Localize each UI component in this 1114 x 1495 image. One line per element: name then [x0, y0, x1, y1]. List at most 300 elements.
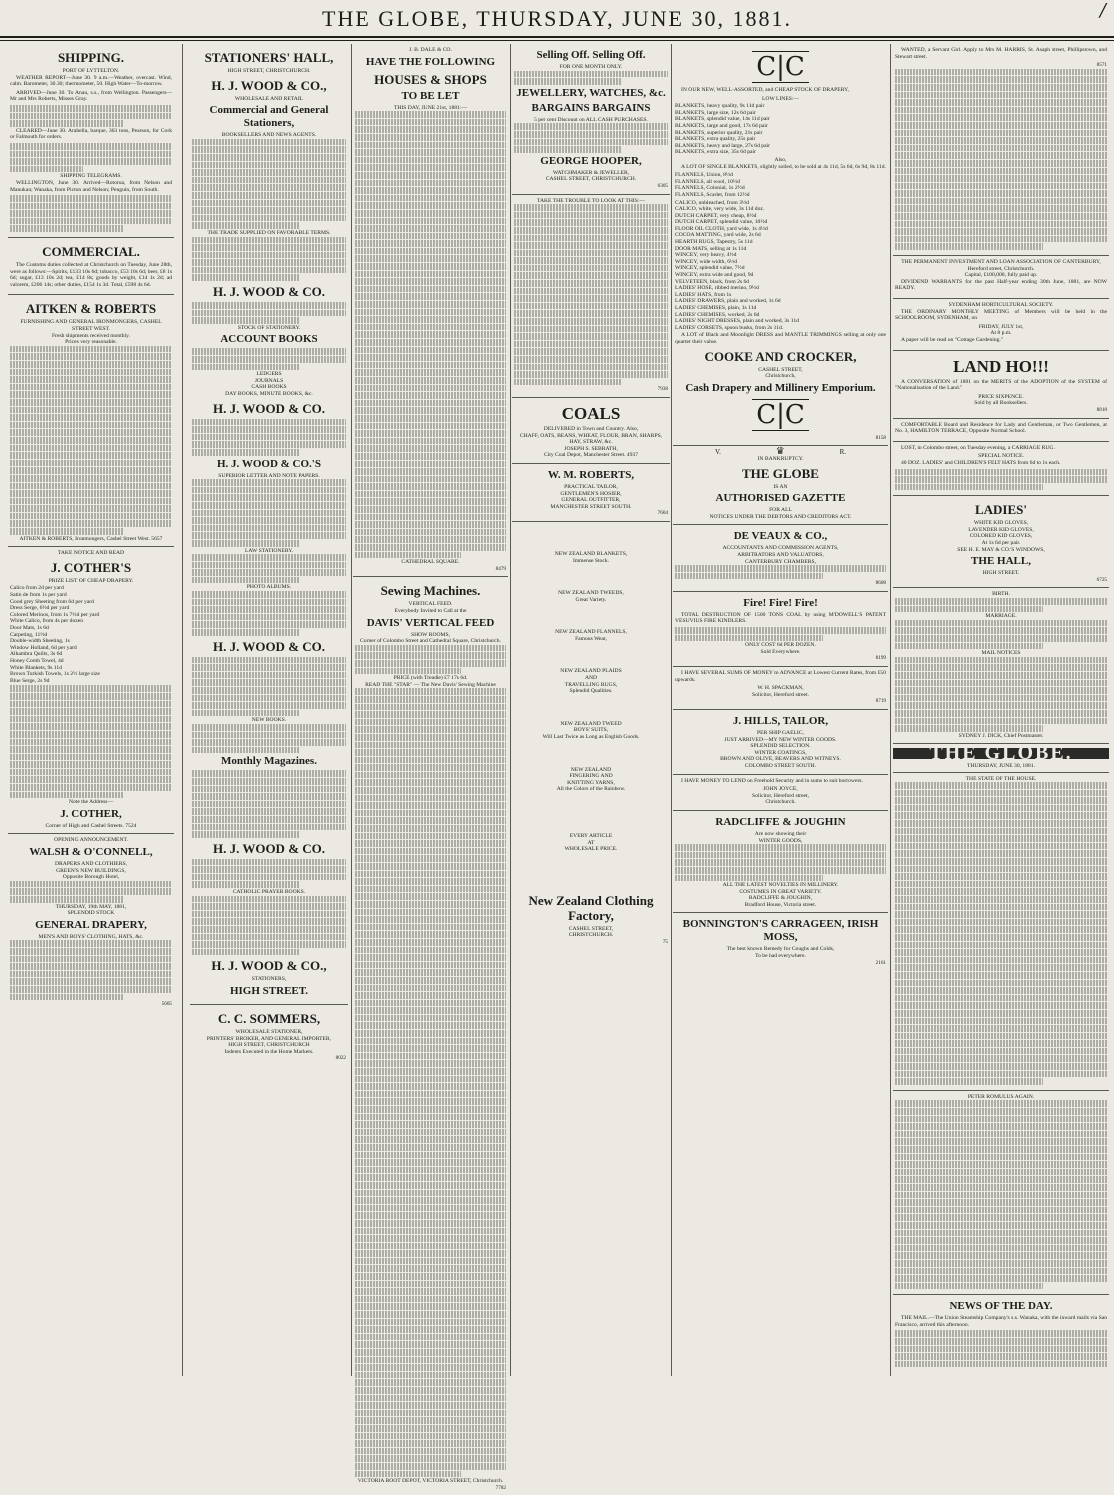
- hooper-heading: GEORGE HOOPER,: [540, 154, 642, 167]
- spackman-ad: [673, 667, 888, 710]
- list-item: Alhambra Quilts, 3s 6d: [10, 651, 63, 658]
- ladies-sub2: LAVENDER KID GLOVES,: [968, 526, 1034, 533]
- wanted-ads: [893, 44, 1109, 256]
- jewellery-heading: JEWELLERY, WATCHES, &c.: [516, 86, 666, 99]
- list-item: BLANKETS, splendid value, 14s 11d pair: [675, 116, 770, 123]
- permanent-capital: Capital, £100,000, fully paid up.: [964, 272, 1038, 279]
- sommers-line: Indents Executed in the Home Markets.: [224, 1048, 314, 1055]
- hills-sub2: JUST ARRIVED—MY NEW WINTER GOODS.: [724, 736, 837, 743]
- ladies-sub: WHITE KID GLOVES,: [973, 520, 1029, 527]
- cother-address2: Corner of High and Cashel Streets. 7524: [45, 822, 137, 829]
- nz-tweeds-sub: Great Variety.: [575, 596, 607, 603]
- nz-tweed: NEW ZEALAND TWEED: [560, 720, 622, 727]
- list-item: Colored Merinos, from 1s 7½d per yard: [10, 611, 100, 618]
- globe-gazette-ad: [673, 446, 888, 525]
- column-rule: [890, 44, 891, 1376]
- wood-heading: H. J. WOOD & CO.,: [211, 77, 327, 93]
- ledgers-label: LEDGERS: [256, 371, 282, 378]
- sydenham-ad: [893, 299, 1109, 351]
- friday-time: At 8 p.m.: [990, 330, 1012, 337]
- list-item: Brown Turkish Towels, 1s 2½ large size: [10, 671, 100, 678]
- walsh-stock: SPLENDID STOCK: [67, 910, 115, 917]
- sewing-sub: VERTICAL FEED.: [408, 601, 453, 608]
- dividend-text: DIVIDEND WARRANTS for the past Half-year ending 30th June, 1881, are NOW READY.: [895, 278, 1107, 292]
- hall-heading: THE HALL,: [971, 555, 1031, 568]
- hills-sub6: COLOMBO STREET SOUTH.: [744, 762, 817, 769]
- daybooks-label: DAY BOOKS, MINUTE BOOKS, &c.: [225, 391, 313, 397]
- wood-high-street: HIGH STREET.: [229, 985, 309, 997]
- lot-black: A LOT of Black and Moonlight DRESS and MANTLE TRIMMINGS selling at only one quarter their value.: [675, 332, 886, 345]
- wood-heading4: H. J. WOOD & CO.'S: [216, 457, 321, 470]
- bonnington-heading: BONNINGTON'S CARRAGEEN, IRISH MOSS,: [682, 918, 879, 944]
- list-item: WINCEY, extra wide and good, 9d: [675, 272, 754, 279]
- wanted-number: 8571: [1096, 62, 1107, 69]
- nz-plaids: NEW ZEALAND PLAIDS: [560, 668, 622, 675]
- roberts-sub: PRACTICAL TAILOR,: [564, 483, 618, 490]
- stationers-heading: STATIONERS' HALL,: [204, 50, 334, 65]
- deveaux-number: 8608: [875, 580, 886, 587]
- list-item: BLANKETS, heavy quality, 9s 11d pair: [675, 103, 765, 110]
- letter-heading: SUPERIOR LETTER AND NOTE PAPERS.: [218, 472, 320, 479]
- mail-heading: MAIL NOTICES: [981, 650, 1021, 657]
- house-heading: THE STATE OF THE HOUSE.: [965, 775, 1037, 782]
- walsh-number: 5605: [161, 1001, 172, 1008]
- wood-sub: WHOLESALE AND RETAIL: [234, 95, 304, 102]
- wood-heading5: H. J. WOOD & CO.: [212, 638, 326, 654]
- globe-notices: NOTICES UNDER THE DEBTORS AND CREDITORS ACT.: [709, 513, 852, 520]
- lost-text: LOST, in Colombo street, on Tuesday evening, a CARRIAGE RUG.: [901, 444, 1055, 451]
- news-text: THE MAIL.—The Union Steamship Company's s.s. Wanaka, with the inward mails via San Francisco, arrived this afternoon.: [895, 1315, 1107, 1328]
- hills-sub: PER SHIP GAELIC,: [757, 730, 804, 736]
- cc-logo-glyph: C|C: [752, 51, 809, 83]
- seal-r: R.: [839, 448, 846, 457]
- bonnington-sub: The best known Remedy for Coughs and Colds,: [726, 946, 835, 953]
- cc-logo-2: [675, 399, 886, 431]
- list-item: LADIES' CORSETS, spoon busks, from 2s 11d.: [675, 324, 784, 331]
- stock-heading: STOCK OF STATIONERY.: [237, 324, 301, 331]
- wanted-servant: WANTED, a Servant Girl. Apply to Mrs M. HARRIS, St. Asaph street, Phillipstown, and Stewart street.: [895, 47, 1107, 60]
- sommers-sub: WHOLESALE STATIONER,: [235, 1029, 303, 1035]
- walsh-stock2: GENERAL DRAPERY,: [35, 918, 147, 931]
- nz-plaids-and: AND: [584, 675, 598, 682]
- money-signature: JOHN JOYCE,: [763, 786, 798, 793]
- news-article: [893, 1295, 1109, 1372]
- list-item: White Blankets, 9s 11d: [10, 664, 62, 671]
- list-item: White Calico, from 4s per dozen: [10, 618, 84, 625]
- bonnington-ad: [673, 913, 888, 970]
- cother-heading: J. COTHER'S: [50, 559, 132, 575]
- roberts-sub3: GENERAL OUTFITTER,: [561, 497, 621, 504]
- board-ad: [893, 419, 1109, 442]
- hooper-address: Corner of Colombo Street and Cathedral Square, Christchurch.: [360, 638, 501, 645]
- fire-text: TOTAL DESTRUCTION OF 1500 TONS COAL by using M'DOWELL'S PATENT VESUVIUS FIRE KINDLERS.: [675, 611, 886, 625]
- arrived-report: ARRIVED—June 30. To Anau, s.s., from Wellington. Passengers—Mr and Mrs Roberts, Misses Gray.: [10, 89, 172, 103]
- money-signature3: Christchurch.: [765, 799, 796, 806]
- wood-stationers: STATIONERS,: [251, 976, 287, 983]
- list-item: WINCEY, splendid value, 7½d: [675, 265, 745, 272]
- notices-section: [893, 588, 1109, 744]
- deveaux-heading: DE VEAUX & CO.,: [733, 530, 828, 543]
- radcliffe-sub6: Bradford House, Victoria street.: [744, 901, 817, 908]
- list-item: Satin de from 1s per yard: [10, 592, 67, 599]
- nz-fingering: NEW ZEALAND: [570, 766, 612, 773]
- coals-ad: [512, 398, 670, 464]
- journals-label: JOURNALS: [254, 377, 284, 384]
- cooke-sub: CASHEL STREET,: [758, 366, 803, 373]
- list-item: CALICO, white, very wide, 3s 11d doz.: [675, 206, 765, 213]
- port-label: PORT OF LYTTELTON.: [62, 68, 120, 74]
- list-item: LADIES' CHEMISES, plain, 1s 11d: [675, 305, 757, 311]
- list-item: DOOR MATS, selling at 1s 11d: [675, 245, 747, 252]
- hills-sub3: SPLENDID SELECTION.: [750, 743, 811, 750]
- column-rule: [510, 44, 511, 1376]
- read-line: READ THE "STAR" — The New Davis' Sewing Machine: [365, 681, 496, 688]
- weather-report: WEATHER REPORT—June 30. 9 a.m.—Weather, overcast. Wind, calm. Barometer, 30.30; thermometer, 50. High Water—To-morrow.: [10, 74, 172, 88]
- list-item: Carpeting, 11½d: [10, 631, 48, 638]
- special-heading: SPECIAL NOTICE.: [978, 453, 1024, 460]
- nz-flannels: NEW ZEALAND FLANNELS,: [555, 629, 627, 636]
- lezard-heading: TAKE THE TROUBLE TO LOOK AT THIS:—: [536, 197, 645, 204]
- nz-boys-suits: BOYS' SUITS,: [573, 727, 609, 734]
- bonnington-sub2: To be had everywhere.: [755, 953, 806, 960]
- ladies-sub3: COLORED KID GLOVES,: [969, 533, 1033, 540]
- every-article-at: AT: [587, 839, 595, 846]
- list-item: WINCEY, wide width, 6½d: [675, 258, 738, 265]
- list-item: BLANKETS, large size, 12s 6d pair: [675, 109, 756, 116]
- list-item: FLANNELS, Union, 8½d: [675, 172, 733, 179]
- cother-sub: PRIZE LIST OF CHEAP DRAPERY.: [48, 577, 134, 584]
- friday-date: FRIDAY, JULY 1st,: [978, 323, 1024, 330]
- list-item: Dress Serge, 6½d per yard: [10, 605, 70, 612]
- column-6: [893, 44, 1109, 1376]
- permanent-heading: THE PERMANENT INVESTMENT AND LOAN ASSOCIATION OF CANTERBURY,: [901, 259, 1101, 266]
- telegrams-heading: SHIPPING TELEGRAMS.: [60, 173, 122, 180]
- hall-sub: HIGH STREET.: [982, 570, 1020, 577]
- list-item: Calico from 2d per yard: [10, 585, 64, 592]
- sewing-heading: Sewing Machines.: [380, 583, 481, 599]
- globe-authorised: AUTHORISED GAZETTE: [715, 492, 846, 505]
- victoria-number: 7782: [495, 1484, 506, 1491]
- nz-clothing-ad: [512, 522, 670, 950]
- walsh-opening: OPENING ANNOUNCEMENT.: [54, 837, 128, 844]
- nz-tweed-note: Will Last Twice as Long as English Goods.: [542, 734, 640, 741]
- aitken-line2: Prices very reasonable.: [65, 339, 117, 346]
- paper-line: A paper will be read on "Cottage Gardening.": [901, 336, 1004, 343]
- clothing-sub: CASHEL STREET,: [568, 925, 614, 932]
- column-rule: [671, 44, 672, 1376]
- hooper-sub2: CASHEL STREET, CHRISTCHURCH.: [545, 176, 637, 183]
- clothing-heading: New Zealand Clothing Factory,: [528, 892, 654, 923]
- radcliffe-sub5: RADCLIFFE & JOUGHIN,: [748, 895, 813, 902]
- crown-icon: ♛: [775, 446, 785, 458]
- deveaux-sub2: ARBITRATORS AND VALUATORS,: [737, 551, 824, 558]
- selling-sub: FOR ONE MONTH ONLY.: [559, 64, 623, 70]
- bonnington-number: 2161: [875, 959, 886, 966]
- nz-blankets: NEW ZEALAND BLANKETS,: [554, 550, 628, 557]
- board-text: COMFORTABLE Board and Residence for Lady and Gentleman, or Two Gentlemen, at No. 3, HAMILTON TERRACE, Opposite Normal School.: [895, 421, 1107, 435]
- coals-heading: COALS: [561, 403, 621, 423]
- list-item: BLANKETS, large and good, 17s 6d pair: [675, 122, 768, 129]
- cother-note: Note the Address—: [68, 799, 114, 806]
- nz-tweeds: NEW ZEALAND TWEEDS,: [558, 590, 624, 597]
- marriage-heading: MARRIAGE.: [985, 613, 1017, 620]
- walsh-ad: [8, 834, 174, 1011]
- account-heading: ACCOUNT BOOKS: [220, 333, 318, 346]
- commercial-heading: COMMERCIAL.: [42, 244, 140, 260]
- radcliffe-sub4: COSTUMES IN GREAT VARIETY.: [739, 888, 822, 895]
- shipping-section: [8, 44, 174, 238]
- walsh-sub3: Opposite Borough Hotel,: [62, 874, 120, 881]
- fire-price: ONLY COST 6d PER DOZEN.: [745, 642, 816, 649]
- money-text: I HAVE MONEY TO LEND on Freehold Security and in sums to suit borrowers.: [681, 777, 863, 784]
- catholic-heading: CATHOLIC PRAYER BOOKS.: [232, 889, 306, 896]
- column-rule: [182, 44, 183, 1376]
- aitken-line: Fresh shipments received monthly.: [52, 332, 130, 339]
- aitken-sub: FURNISHING AND GENERAL IRONMONGERS, CASHEL STREET WEST.: [20, 319, 162, 333]
- cother-prize-list: [10, 585, 172, 684]
- deveaux-ad: [673, 525, 888, 592]
- radcliffe-sub2: WINTER GOODS,: [758, 837, 803, 844]
- radcliffe-sub: Are now showing their: [754, 830, 807, 837]
- victoria-depot: VICTORIA BOOT DEPOT, VICTORIA STREET, Christchurch.: [357, 1478, 504, 1485]
- cc-logo-glyph: C|C: [752, 399, 809, 431]
- nz-travelling-rugs: TRAVELLING RUGS,: [564, 681, 618, 688]
- fire-sold: Sold Everywhere.: [760, 648, 801, 655]
- deveaux-sub3: CANTERBURY CHAMBERS,: [745, 558, 816, 565]
- roberts-ad: [512, 464, 670, 522]
- coals-sub4: City Coal Depot, Manchester Street. 4937: [544, 452, 638, 459]
- money-signature2: Solicitor, Hereford street,: [752, 792, 809, 799]
- list-item: Window Holland, 6d per yard: [10, 644, 77, 651]
- ladies-heading: LADIES': [974, 502, 1028, 518]
- shipping-heading: SHIPPING.: [57, 50, 125, 65]
- list-item: LADIES' DRAWERS, plain and worked, 1s 6d: [675, 298, 781, 305]
- hills-heading: J. HILLS, TAILOR,: [732, 715, 829, 727]
- wood-heading3: H. J. WOOD & CO.: [212, 400, 326, 416]
- peter-heading: PETER ROMULUS AGAIN.: [967, 1093, 1035, 1100]
- sommers-number: 8022: [335, 1055, 346, 1062]
- masthead: [0, 0, 1114, 38]
- fire-ad: [673, 592, 888, 667]
- commercial-text: The Customs duties collected at Christchurch on Tuesday, June 28th, were as follows:—Spirits, £133 10s 6d; tobacco, £53 10s 6d; beer, £8 1s 6d; sugar, £13 10s 2d; tea, £14 8s; goods by weight, £14 1s 2d; ad valorem, £206 14s; other duties, £154 1s 3d. Total, £598 4s 6d.: [10, 262, 172, 288]
- list-item: HEARTH RUGS, Tapestry, 5s 11d: [675, 239, 753, 246]
- roberts-sub4: MANCHESTER STREET SOUTH.: [550, 503, 632, 510]
- nz-fingering-colors: All the Colors of the Rainbow.: [556, 786, 626, 793]
- fire-number: 8199: [875, 655, 886, 662]
- wood-heading2: H. J. WOOD & CO.: [212, 284, 326, 300]
- masthead-title: THE GLOBE, THURSDAY, JUNE 30, 1881.: [322, 6, 792, 31]
- sommers-ad: [190, 1005, 348, 1066]
- ordinary-meeting: THE ORDINARY MONTHLY MEETING of Members will be held in the SCHOOLROOM, SYDENHAM, on: [895, 308, 1107, 322]
- list-item: Good grey Sheeting from 6d per yard: [10, 598, 94, 605]
- globe-for: FOR ALL: [769, 507, 792, 514]
- dale-ad: [353, 44, 508, 577]
- globe-is: IS AN: [773, 483, 788, 490]
- cathedral-label: CATHEDRAL SQUARE.: [401, 559, 460, 566]
- cleared-report: CLEARED—June 30. Arabella, barque, 363 tons, Pearson, for Cork or Falmouth for orders.: [10, 127, 172, 141]
- lost-ad: [893, 442, 1109, 497]
- lezard-ad: [512, 195, 670, 398]
- hall-number: 6725: [1096, 576, 1107, 583]
- sewing-sub2: Everybody Invited to Call at the: [394, 608, 467, 614]
- flannels-list: [675, 172, 886, 198]
- selling-heading: Selling Off. Selling Off.: [536, 49, 646, 61]
- aitken-ad: [8, 295, 174, 547]
- davis-heading: DAVIS' VERTICAL FEED: [366, 616, 495, 629]
- every-article: EVERY ARTICLE: [569, 833, 613, 839]
- newbooks-heading: NEW BOOKS.: [251, 717, 287, 724]
- coals-sub2: CHAFF, OATS, BEANS, WHEAT, FLOUR, BRAN, SHARPS, HAY, STRAW, &c.: [519, 432, 663, 446]
- cother-ad: [8, 547, 174, 834]
- list-item: WINCEY, very heavy, 4½d: [675, 252, 737, 259]
- dale-h4: TO BE LET: [401, 89, 460, 102]
- wood-sub3: BOOKSELLERS AND NEWS AGENTS.: [221, 132, 317, 139]
- loan-signature: W. H. SPACKMAN,: [757, 685, 804, 692]
- list-item: FLOOR OIL CLOTH, yard wide, 1s 4½d: [675, 225, 768, 232]
- cother-notice: TAKE NOTICE AND READ: [57, 550, 125, 557]
- sydenham-heading: SYDENHAM HORTICULTURAL SOCIETY.: [948, 302, 1054, 308]
- seal-v: V.: [715, 448, 721, 457]
- clothing-sub2: CHRISTCHURCH.: [568, 932, 614, 939]
- nz-flannels-sub: Famous Wear,: [575, 635, 607, 642]
- hills-sub4: WINTER COATINGS,: [754, 749, 807, 756]
- wood-sub2: Commercial and General Stationers,: [209, 104, 329, 130]
- globe-logo: THE GLOBE.: [893, 748, 1109, 759]
- others-list: [675, 200, 886, 332]
- peter-article: [893, 1091, 1109, 1295]
- dale-h2: HAVE THE FOLLOWING: [365, 55, 496, 68]
- list-item: COCOA MATTING, yard wide, 2s 6d: [675, 232, 761, 239]
- walsh-date: THURSDAY, 19th MAY, 1881,: [55, 903, 127, 910]
- hooper-sub: WATCHMAKER & JEWELLER,: [552, 169, 630, 176]
- list-item: LADIES' HATS, from 1s: [675, 291, 732, 298]
- commercial-section: [8, 238, 174, 295]
- forty-dozen: 40 DOZ. LADIES' and CHILDREN'S FELT HATS from 6d to 1s each.: [901, 459, 1061, 466]
- house-article: [893, 773, 1109, 1091]
- list-item: CALICO, unbleached, from 3½d: [675, 199, 749, 206]
- cooke-sub3: Cash Drapery and Millinery Emporium.: [685, 381, 876, 394]
- wholesale-price: WHOLESALE PRICE.: [564, 846, 618, 853]
- aitken-signature: AITKEN & ROBERTS, Ironmongers, Cashel Street West. 5657: [19, 535, 163, 542]
- radcliffe-ad: [673, 811, 888, 914]
- list-item: BLANKETS, extra quality, 25s pair: [675, 136, 756, 143]
- monthly-heading: Monthly Magazines.: [221, 755, 317, 768]
- list-item: BLANKETS, heavy and large, 27s 6d pair: [675, 142, 770, 149]
- list-item: Door Mats, 1s 6d: [10, 625, 49, 631]
- list-item: Honey Comb Towel, 4d: [10, 657, 64, 664]
- list-item: VELVETEEN, black, from 2s 6d: [675, 278, 750, 285]
- permanent-sub: Hereford street, Christchurch.: [967, 265, 1035, 272]
- hills-ad: [673, 710, 888, 775]
- land-heading: LAND HO!!!: [953, 356, 1049, 376]
- list-item: BLANKETS, extra size, 35s 6d pair: [675, 149, 756, 156]
- land-sold: Sold by all Booksellers.: [974, 400, 1028, 407]
- column-4: [512, 44, 670, 1376]
- column-rule: [351, 44, 352, 1376]
- ladies-sub5: SEE H. E. MAY & CO.'S WINDOWS,: [957, 546, 1045, 553]
- land-number: 8818: [1096, 406, 1107, 413]
- cooke-ad: [673, 44, 888, 446]
- sommers-sub2: PRINTERS' BROKER, AND GENERAL IMPORTER,: [206, 1035, 332, 1042]
- permanent-ad: [893, 256, 1109, 299]
- hooper-number: 6305: [657, 182, 668, 189]
- stationers-sub: HIGH STREET, CHRISTCHURCH.: [227, 68, 311, 74]
- list-item: FLANNELS, all wool, 10½d: [675, 178, 740, 185]
- list-item: Double-width Sheeting, 1s: [10, 638, 70, 645]
- dale-h3: HOUSES & SHOPS: [374, 71, 487, 87]
- roberts-heading: W. M. ROBERTS,: [547, 468, 635, 481]
- also-label: Also,: [774, 156, 787, 163]
- nz-plaids-quality: Splendid Qualities.: [569, 688, 613, 695]
- loan-text: I HAVE SEVERAL SUMS OF MONEY to ADVANCE at Lowest Current Rates, from £50 upwards.: [675, 670, 886, 683]
- davis-sub: SHOW ROOMS,: [410, 631, 451, 638]
- column-5: [673, 44, 888, 1376]
- cashbooks-label: CASH BOOKS: [251, 384, 287, 391]
- roberts-sub2: GENTLEMEN'S HOSIER,: [560, 490, 622, 497]
- clothing-number: 75: [662, 938, 668, 945]
- deveaux-sub: ACCOUNTANTS AND COMMISSION AGENTS,: [722, 545, 839, 552]
- hooper-ad: [512, 44, 670, 195]
- sommers-heading: C. C. SOMMERS,: [217, 1011, 321, 1026]
- fire-heading: Fire! Fire! Fire!: [743, 596, 818, 609]
- list-item: BLANKETS, superior quality, 21s pair: [675, 129, 763, 136]
- list-item: FLANNELS, Colonial, 1s 2½d: [675, 185, 745, 192]
- cc-logo: [675, 51, 886, 83]
- column-1: [8, 44, 174, 1376]
- loan-number: 8719: [875, 698, 886, 705]
- globe-heading: THE GLOBE: [742, 465, 819, 481]
- postmaster-signature: SYDNEY J. DICK, Chief Postmaster.: [958, 732, 1044, 739]
- cooke-heading: COOKE AND CROCKER,: [704, 348, 857, 364]
- sommers-sub3: HIGH STREET, CHRISTCHURCH: [228, 1042, 310, 1049]
- land-sub: A CONVERSATION of 1881 on the MERITS of the ADOPTION of the SYSTEM of "Nationalisation of the Land.": [895, 378, 1107, 392]
- cooke-number: 8158: [875, 434, 886, 441]
- stationers-ad: [190, 44, 348, 1005]
- walsh-stock3: MEN'S AND BOYS' CLOTHING, HATS, &c.: [38, 933, 144, 940]
- list-item: LADIES' CHEMISES, worked, 2s 6d: [675, 311, 760, 318]
- column-3: [353, 44, 508, 1491]
- bankruptcy-label: IN BANKRUPTCY.: [757, 455, 804, 462]
- list-item: Blue Serge, 2s 9d: [10, 677, 50, 684]
- walsh-heading: WALSH & O'CONNELL,: [29, 846, 153, 859]
- lot-blankets: A LOT OF SINGLE BLANKETS, slightly soiled, to be sold at 4s 11d, 5s 6d, 6s 9d, 8s 11d.: [681, 163, 886, 170]
- may-ad: [893, 496, 1109, 588]
- bankruptcy-seal: [675, 446, 886, 458]
- sewing-ad: [353, 577, 508, 1495]
- nz-knitting-yarns: KNITTING YARNS,: [567, 779, 615, 786]
- list-item: FLANNELS, Scarlet, from 12½d: [675, 191, 750, 198]
- birth-heading: BIRTH.: [992, 591, 1010, 598]
- cathedral-number: 8479: [495, 565, 506, 572]
- list-item: LADIES' NIGHT DRESSES, plain and worked, 3s 11d: [675, 318, 799, 325]
- coals-sub3: JOSEPH S. SEBRATH,: [564, 445, 618, 452]
- dale-heading: J. B. DALE & CO.: [409, 47, 452, 53]
- wood-heading6: H. J. WOOD & CO.: [212, 840, 326, 856]
- coals-sub: DELIVERED in Town and Country. Also,: [543, 425, 639, 432]
- wood-heading7: H. J. WOOD & CO.,: [211, 958, 327, 974]
- dale-date: THIS DAY, JUNE 21st, 1881:—: [393, 104, 468, 111]
- corner-mark: /: [1099, 0, 1106, 21]
- roberts-number: 7604: [657, 510, 668, 517]
- radcliffe-sub3: ALL THE LATEST NOVELTIES IN MILLINERY.: [722, 882, 839, 889]
- globe-date: THURSDAY, JUNE 30, 1881.: [893, 763, 1109, 773]
- joyce-ad: [673, 775, 888, 811]
- law-heading: LAW STATIONERY.: [245, 547, 293, 554]
- masthead-rule: [0, 40, 1114, 41]
- walsh-sub2: GREEN'S NEW BUILDINGS,: [56, 867, 126, 874]
- nz-fingering-sub: FINGERING AND: [569, 773, 613, 780]
- trade-heading: THE TRADE SUPPLIED ON FAVORABLE TERMS.: [207, 229, 331, 236]
